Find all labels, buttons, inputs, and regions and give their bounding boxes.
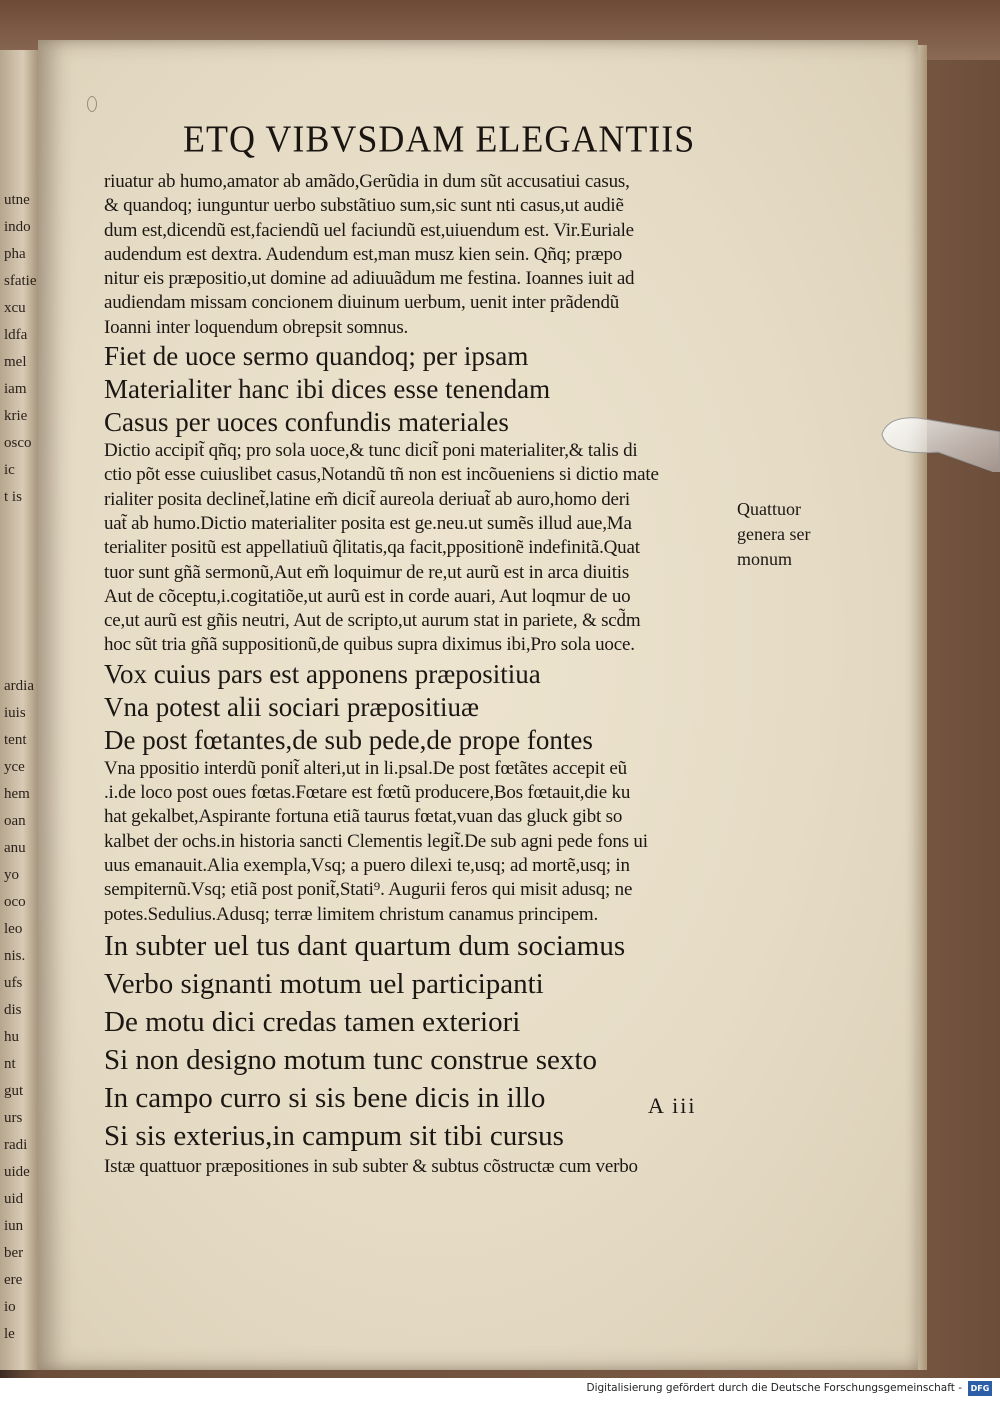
left-page-fragment: ber bbox=[4, 1245, 24, 1261]
verse-line: Fiet de uoce sermo quandoq; per ipsam bbox=[104, 341, 529, 372]
left-page-edge bbox=[0, 50, 38, 1370]
left-page-fragment: yce bbox=[4, 759, 25, 775]
left-page-fragment: tent bbox=[4, 732, 27, 748]
left-page-fragment: indo bbox=[4, 219, 31, 235]
margin-note-line: Quattuor bbox=[737, 499, 801, 519]
left-page-fragment: sfatie bbox=[4, 273, 37, 289]
left-page-fragment: ldfa bbox=[4, 327, 28, 343]
verse-line: Vox cuius pars est apponens præpositiua bbox=[104, 658, 541, 689]
verse-line: De motu dici credas tamen exteriori bbox=[104, 1005, 521, 1038]
verse-line: Materialiter hanc ibi dices esse tenendam bbox=[104, 374, 551, 405]
verse-line: De post fœtantes,de sub pede,de prope fontes bbox=[104, 724, 593, 755]
left-page-fragment: hem bbox=[4, 786, 30, 802]
prose-line: tuor sunt gñã sermonũ,Aut em̃ loquimur de re,ut aurũ est in arca diuitis bbox=[104, 561, 630, 583]
left-page-fragment: ardia bbox=[4, 678, 34, 694]
prose-line: uus emanauit.Alia exempla,Vsq; a puero dilexi te,usq; ad mortẽ,usq; in bbox=[104, 854, 630, 876]
funding-credit: Digitalisierung gefördert durch die Deutsche Forschungsgemeinschaft - bbox=[586, 1382, 962, 1394]
left-page-fragment: io bbox=[4, 1299, 16, 1315]
body-text bbox=[104, 170, 744, 1179]
verse-line: In campo curro si sis bene dicis in illo bbox=[104, 1081, 546, 1114]
page-hole-mark bbox=[87, 96, 97, 112]
left-page-fragment: gut bbox=[4, 1083, 24, 1099]
prose-line: Vna ppositio interdũ ponit̃ alteri,ut in li.psal.De post fœtãtes accepit eũ bbox=[104, 757, 627, 779]
left-page-fragment: utne bbox=[4, 192, 30, 208]
left-page-fragment: nt bbox=[4, 1056, 16, 1072]
prose-line: audiendam missam concionem diuinum uerbum, uenit inter prãdendũ bbox=[104, 292, 620, 314]
verse-line: Verbo signanti motum uel participanti bbox=[104, 967, 544, 1000]
left-page-fragment: osco bbox=[4, 435, 32, 451]
prose-line: rialiter posita declinet̃,latine em̃ dicit̃ aureola deriuat̃ ab auro,homo deri bbox=[104, 488, 630, 510]
left-page-fragment: xcu bbox=[4, 300, 26, 316]
left-page-fragment: le bbox=[4, 1326, 15, 1342]
prose-line: Ioanni inter loquendum obrepsit somnus. bbox=[104, 316, 409, 338]
left-page-fragment: uide bbox=[4, 1164, 30, 1180]
left-page-fragment: nis. bbox=[4, 948, 26, 964]
prose-line: dum est,dicendũ est,faciendũ uel faciundũ est,uiuendum est. Vir.Euriale bbox=[104, 219, 634, 241]
left-page-fragment: ere bbox=[4, 1272, 23, 1288]
prose-line: Dictio accipit̃ qñq; pro sola uoce,& tunc dicit̃ poni materialiter,& talis di bbox=[104, 440, 638, 462]
margin-note-line: monum bbox=[737, 549, 793, 569]
glass-weight-glare bbox=[878, 412, 1000, 472]
prose-line: Istæ quattuor præpositiones in sub subter & subtus cõstructæ cum verbo bbox=[104, 1155, 638, 1177]
left-page-fragment: mel bbox=[4, 354, 27, 370]
margin-note-line: genera ser bbox=[737, 524, 811, 544]
prose-line: Aut de cõceptu,i.cogitatiõe,ut aurũ est in corde auari, Aut loqmur de uo bbox=[104, 585, 631, 607]
left-page-fragment: iuis bbox=[4, 705, 26, 721]
left-page-fragment: anu bbox=[4, 840, 26, 856]
running-head: ETQ VIBVSDAM ELEGANTIIS bbox=[183, 118, 696, 160]
prose-line: ce,ut aurũ est gñis neutri, Aut de scripto,ut aurum stat in pariete, & scd̃m bbox=[104, 610, 641, 632]
prose-line: potes.Sedulius.Adusq; terræ limitem christum canamus principem. bbox=[104, 903, 598, 925]
left-page-fragment: iun bbox=[4, 1218, 24, 1234]
prose-line: riuatur ab humo,amator ab amãdo,Gerũdia in dum sũt accusatiui casus, bbox=[104, 171, 630, 192]
left-page-fragment: urs bbox=[4, 1110, 23, 1126]
left-page-fragment: uid bbox=[4, 1191, 24, 1207]
prose-line: .i.de loco post oues fœtas.Fœtare est fœtũ producere,Bos fœtauit,die ku bbox=[104, 782, 631, 804]
left-page-fragment: pha bbox=[4, 246, 26, 262]
left-page-fragment: iam bbox=[4, 381, 27, 397]
prose-line: hat gekalbet,Aspirante fortuna etiã taurus fœtat,vuan das gluck gibt so bbox=[104, 806, 623, 828]
prose-line: audendum est dextra. Audendum est,man musz kien sein. Qñq; præpo bbox=[104, 243, 623, 265]
left-page-fragment: yo bbox=[4, 867, 19, 883]
left-page-fragment: krie bbox=[4, 408, 28, 424]
prose-line: hoc sũt tria gñã suppositionũ,de quibus supra diximus ibi,Pro sola uoce. bbox=[104, 634, 635, 656]
left-page-fragment: oco bbox=[4, 894, 26, 910]
left-page-fragment: leo bbox=[4, 921, 23, 937]
left-page-fragment: hu bbox=[4, 1029, 19, 1045]
prose-line: kalbet der ochs.in historia sancti Clementis legit̃.De sub agni pede fons ui bbox=[104, 830, 648, 852]
left-page-fragment: radi bbox=[4, 1137, 28, 1153]
left-page-fragment: dis bbox=[4, 1002, 22, 1018]
left-page-fragment: t is bbox=[4, 489, 22, 505]
left-page-fragment: ic bbox=[4, 462, 15, 478]
verse-line: Si non designo motum tunc construe sexto bbox=[104, 1043, 597, 1076]
margin-note bbox=[737, 497, 810, 572]
verse-line: In subter uel tus dant quartum dum sociamus bbox=[104, 929, 626, 962]
prose-line: & quandoq; iunguntur uerbo substãtiuo sum,sic sunt nti casus,ut audiẽ bbox=[104, 195, 624, 217]
dfg-logo: DFG bbox=[968, 1381, 992, 1396]
verse-line: Vna potest alii sociari præpositiuæ bbox=[104, 691, 479, 722]
prose-line: uat̃ ab humo.Dictio materialiter posita est ge.neu.ut sumẽs illud aue,Ma bbox=[104, 512, 632, 534]
verse-line: Si sis exterius,in campum sit tibi cursus bbox=[104, 1119, 564, 1152]
verse-line: Casus per uoces confundis materiales bbox=[104, 407, 509, 438]
footer-bar bbox=[0, 1378, 1000, 1401]
left-page-fragment: oan bbox=[4, 813, 26, 829]
prose-line: sempiternũ.Vsq; etiã post ponit̃,Stati⁹. Augurii feros qui misit adusq; ne bbox=[104, 879, 633, 901]
prose-line: ctio põt esse cuiuslibet casus,Notandũ tñ non est incõueniens si dictio mate bbox=[104, 464, 659, 486]
left-page-fragment: ufs bbox=[4, 975, 23, 991]
prose-line: terialiter positũ est appellatiuũ q̃litatis,qa facit,ppositionẽ indefinitã.Quat bbox=[104, 537, 640, 559]
signature-mark: A iii bbox=[648, 1093, 697, 1118]
prose-line: nitur eis præpositio,ut domine ad adiuuãdum me festina. Ioannes iuit ad bbox=[104, 268, 635, 290]
